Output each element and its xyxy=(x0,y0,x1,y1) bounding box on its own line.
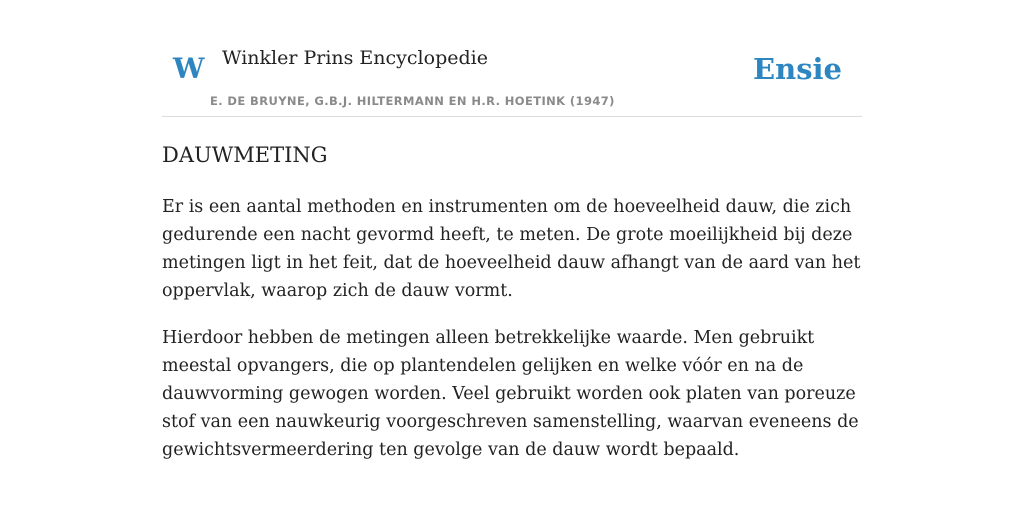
source-authors: E. DE BRUYNE, G.B.J. HILTERMANN EN H.R. HOETINK (1947) xyxy=(210,94,615,108)
entry-title: DAUWMETING xyxy=(162,143,328,167)
article-paragraph: Er is een aantal methoden en instrumenten om de hoeveelheid dauw, die zich gedurende een nacht gevormd heeft, te meten. De grote moeilijkheid bij deze metingen ligt in het feit, dat de hoeveelheid dauw afhangt van de aard van het oppervlak, waarop zich de dauw vormt. xyxy=(162,197,861,301)
article xyxy=(162,139,862,483)
ensie-logo-link[interactable]: Ensie xyxy=(753,52,842,86)
article-paragraph: Hierdoor hebben de metingen alleen betrekkelijke waarde. Men gebruikt meestal opvangers, die op plantendelen gelijken en welke vóór en na de dauwvorming gewogen worden. Veel gebruikt worden ook platen van poreuze stof van een nauwkeurig voorgeschreven samenstelling, waarvan eveneens de gewichtsvermeerdering ten gevolge van de dauw wordt bepaald. xyxy=(162,328,859,460)
source-header xyxy=(162,0,862,117)
source-title[interactable]: Winkler Prins Encyclopedie xyxy=(222,47,488,69)
winkler-prins-logo[interactable]: W xyxy=(173,52,205,85)
